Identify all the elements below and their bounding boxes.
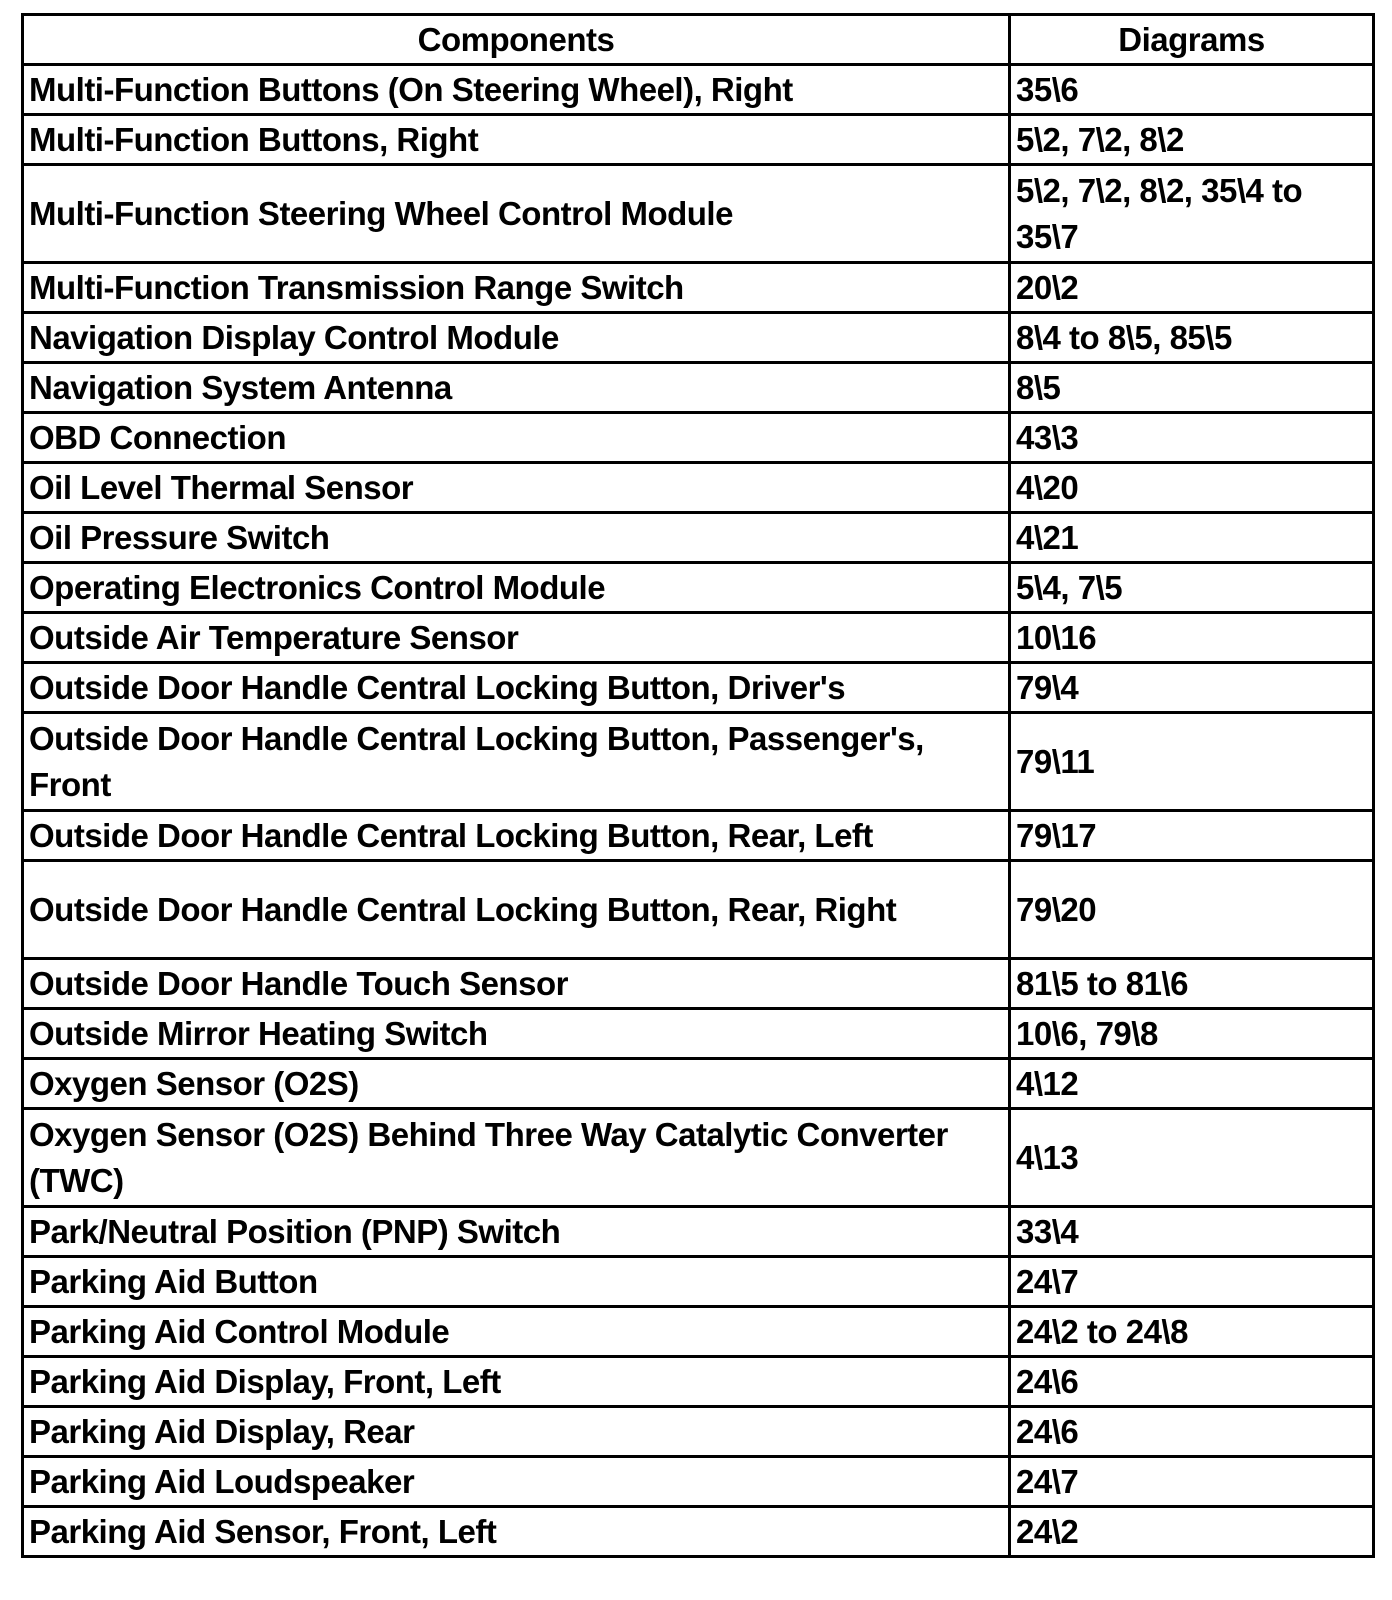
table-row	[23, 713, 1374, 811]
table-row	[23, 1357, 1374, 1407]
component-cell: Outside Air Temperature Sensor	[23, 613, 1010, 663]
table-row	[23, 1307, 1374, 1357]
component-cell: Oxygen Sensor (O2S)	[23, 1059, 1010, 1109]
component-cell: Parking Aid Button	[23, 1257, 1010, 1307]
diagrams-cell: 43\3	[1010, 413, 1374, 463]
table-row	[23, 811, 1374, 861]
component-cell: Parking Aid Loudspeaker	[23, 1457, 1010, 1507]
table-row	[23, 65, 1374, 115]
component-cell: Multi-Function Buttons, Right	[23, 115, 1010, 165]
diagrams-cell: 4\13	[1010, 1109, 1374, 1207]
table-row	[23, 1207, 1374, 1257]
diagrams-cell: 81\5 to 81\6	[1010, 959, 1374, 1009]
table-row	[23, 463, 1374, 513]
component-diagram-table	[21, 13, 1375, 1558]
component-cell: Outside Door Handle Central Locking Button, Passenger's, Front	[23, 713, 1010, 811]
diagrams-cell: 10\6, 79\8	[1010, 1009, 1374, 1059]
component-cell: OBD Connection	[23, 413, 1010, 463]
table-row	[23, 513, 1374, 563]
component-cell: Multi-Function Buttons (On Steering Wheel), Right	[23, 65, 1010, 115]
component-cell: Outside Door Handle Central Locking Button, Driver's	[23, 663, 1010, 713]
component-cell: Parking Aid Display, Rear	[23, 1407, 1010, 1457]
component-cell: Navigation System Antenna	[23, 363, 1010, 413]
diagrams-cell: 33\4	[1010, 1207, 1374, 1257]
component-cell: Park/Neutral Position (PNP) Switch	[23, 1207, 1010, 1257]
diagrams-cell: 5\4, 7\5	[1010, 563, 1374, 613]
diagrams-cell: 4\21	[1010, 513, 1374, 563]
component-cell: Parking Aid Display, Front, Left	[23, 1357, 1010, 1407]
component-cell: Oil Level Thermal Sensor	[23, 463, 1010, 513]
header-diagrams: Diagrams	[1010, 15, 1374, 65]
header-components: Components	[23, 15, 1010, 65]
component-cell: Outside Mirror Heating Switch	[23, 1009, 1010, 1059]
diagrams-cell: 79\4	[1010, 663, 1374, 713]
component-cell: Outside Door Handle Touch Sensor	[23, 959, 1010, 1009]
diagrams-cell: 5\2, 7\2, 8\2, 35\4 to 35\7	[1010, 165, 1374, 263]
table-row	[23, 363, 1374, 413]
component-cell: Oxygen Sensor (O2S) Behind Three Way Catalytic Converter (TWC)	[23, 1109, 1010, 1207]
diagrams-cell: 20\2	[1010, 263, 1374, 313]
diagrams-cell: 10\16	[1010, 613, 1374, 663]
diagrams-cell: 8\4 to 8\5, 85\5	[1010, 313, 1374, 363]
diagrams-cell: 8\5	[1010, 363, 1374, 413]
component-cell: Outside Door Handle Central Locking Button, Rear, Right	[23, 861, 1010, 959]
diagrams-cell: 24\2	[1010, 1507, 1374, 1557]
component-cell: Parking Aid Sensor, Front, Left	[23, 1507, 1010, 1557]
table-row	[23, 563, 1374, 613]
diagrams-cell: 4\12	[1010, 1059, 1374, 1109]
component-cell: Navigation Display Control Module	[23, 313, 1010, 363]
diagrams-cell: 5\2, 7\2, 8\2	[1010, 115, 1374, 165]
diagrams-cell: 24\6	[1010, 1407, 1374, 1457]
table-row	[23, 1407, 1374, 1457]
table-row	[23, 263, 1374, 313]
diagrams-cell: 24\7	[1010, 1457, 1374, 1507]
table-row	[23, 165, 1374, 263]
component-cell: Multi-Function Transmission Range Switch	[23, 263, 1010, 313]
table-row	[23, 115, 1374, 165]
diagrams-cell: 4\20	[1010, 463, 1374, 513]
diagrams-cell: 79\17	[1010, 811, 1374, 861]
table-header-row	[23, 15, 1374, 65]
component-cell: Parking Aid Control Module	[23, 1307, 1010, 1357]
component-cell: Multi-Function Steering Wheel Control Module	[23, 165, 1010, 263]
component-diagram-table-wrapper	[21, 13, 1372, 1558]
table-row	[23, 1507, 1374, 1557]
table-row	[23, 613, 1374, 663]
component-cell: Outside Door Handle Central Locking Button, Rear, Left	[23, 811, 1010, 861]
diagrams-cell: 24\7	[1010, 1257, 1374, 1307]
table-row	[23, 1257, 1374, 1307]
table-row	[23, 1009, 1374, 1059]
component-cell: Operating Electronics Control Module	[23, 563, 1010, 613]
table-row	[23, 1059, 1374, 1109]
table-row	[23, 413, 1374, 463]
diagrams-cell: 24\6	[1010, 1357, 1374, 1407]
table-row	[23, 1109, 1374, 1207]
table-row	[23, 861, 1374, 959]
table-row	[23, 313, 1374, 363]
table-row	[23, 1457, 1374, 1507]
diagrams-cell: 79\11	[1010, 713, 1374, 811]
table-row	[23, 663, 1374, 713]
diagrams-cell: 79\20	[1010, 861, 1374, 959]
diagrams-cell: 35\6	[1010, 65, 1374, 115]
diagrams-cell: 24\2 to 24\8	[1010, 1307, 1374, 1357]
component-cell: Oil Pressure Switch	[23, 513, 1010, 563]
table-row	[23, 959, 1374, 1009]
